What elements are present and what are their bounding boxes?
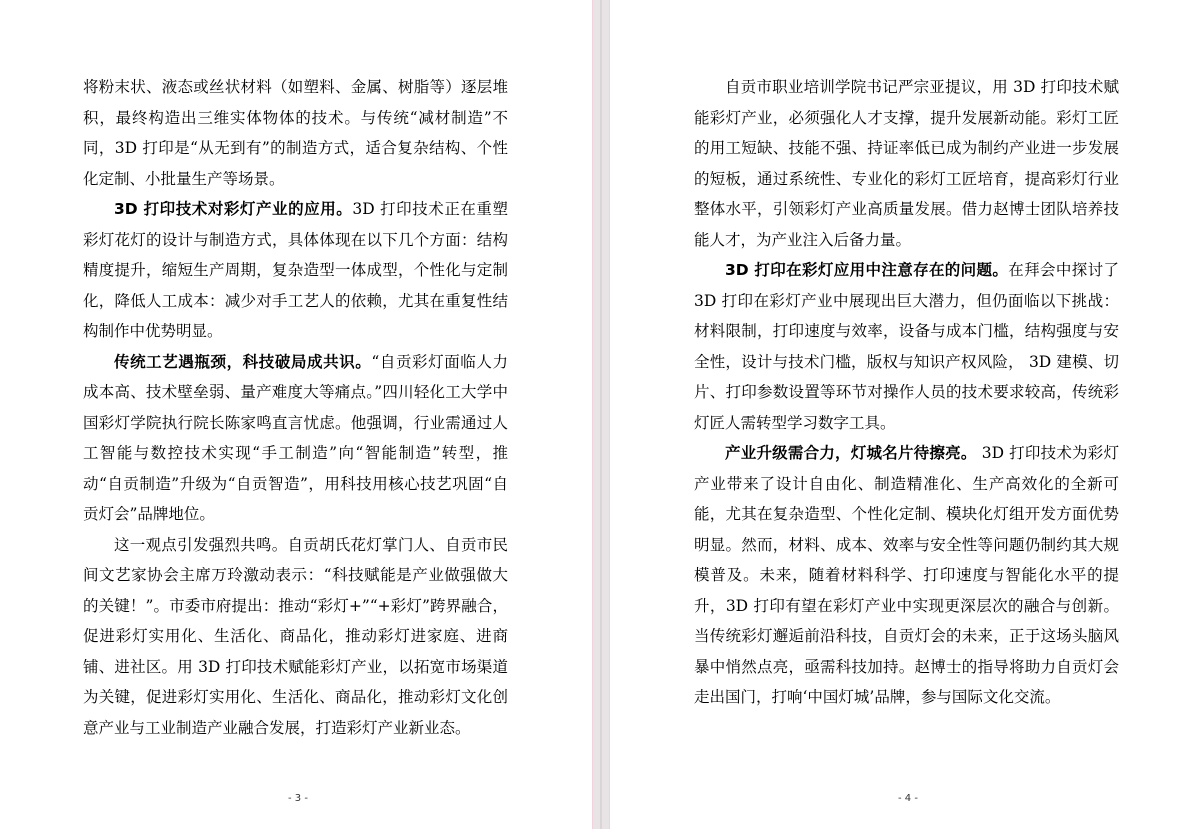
paragraph-text: 自贡市职业培训学院书记严宗亚提议，用 3D 打印技术赋能彩灯产业，必须强化人才支撑，提升发展新动能。彩灯工匠的用工短缺、技能不强、持证率低已成为制约产业进一步发展的短板，通过系统性、专业化的彩灯工匠培育，提高彩灯行业整体水平，引领彩灯产业高质量发展。借力赵博士团队培养技能人才，为产业注入后备力量。 <box>694 78 1119 249</box>
paragraph-text: 3D 打印技术正在重塑彩灯花灯的设计与制造方式，具体体现在以下几个方面：结构精度提升，缩短生产周期，复杂造型一体成型，个性化与定制化，降低人工成本：减少对手工艺人的依赖，尤其在重复性结构制作中优势明显。 <box>83 200 508 340</box>
paragraph-heading: 传统工艺遇瓶颈，科技破局成共识。 <box>114 352 372 371</box>
paragraph-text: 这一观点引发强烈共鸣。自贡胡氏花灯掌门人、自贡市民间文艺家协会主席万玲激动表示：“科技赋能是产业做强做大的关键！”。市委市府提出：推动“彩灯+”“+彩灯”跨界融合，促进彩灯实用化、生活化、商品化，推动彩灯进家庭、进商铺、进社区。用 3D 打印技术赋能彩灯产业，以拓宽市场渠道为关键，促进彩灯实用化、生活化、商品化，推动彩灯文化创意产业与工业制造产业融合发展，打造彩灯产业新业态。 <box>83 535 508 737</box>
paragraph <box>83 347 508 530</box>
paragraph-heading: 产业升级需合力，灯城名片待擦亮。 <box>725 444 977 462</box>
paragraph <box>694 438 1119 713</box>
paragraph-text: 将粉末状、液态或丝状材料（如塑料、金属、树脂等）逐层堆积，最终构造出三维实体物体的技术。与传统“减材制造”不同，3D 打印是“从无到有”的制造方式，适合复杂结构、个性化定制、小批量生产等场景。 <box>83 78 508 188</box>
page-gap <box>592 0 610 829</box>
page-edge-left <box>592 0 593 829</box>
paragraph <box>83 194 508 347</box>
document-page-3 <box>0 0 592 829</box>
paragraph-text: 在拜会中探讨了 3D 打印在彩灯产业中展现出巨大潜力，但仍面临以下挑战：材料限制，打印速度与效率，设备与成本门槛，结构强度与安全性，设计与技术门槛，版权与知识产权风险， 3D 建模、切片、打印参数设置等环节对操作人员的技术要求较高，传统彩灯匠人需转型学习数字工具。 <box>694 261 1119 432</box>
document-page-4 <box>610 0 1199 829</box>
paragraph <box>694 72 1119 255</box>
page-divider <box>600 0 602 829</box>
paragraph-text: 3D 打印技术为彩灯产业带来了设计自由化、制造精准化、生产高效化的全新可能，尤其在复杂造型、个性化定制、模块化灯组开发方面优势明显。然而，材料、成本、效率与安全性等问题仍制约其大规模普及。未来，随着材料科学、打印速度与智能化水平的提升，3D 打印有望在彩灯产业中实现更深层次的融合与创新。当传统彩灯邂逅前沿科技，自贡灯会的未来，正于这场头脑风暴中悄然点亮，亟需科技加持。赵博士的指导将助力自贡灯会走出国门，打响‘中国灯城’品牌，参与国际文化交流。 <box>694 444 1119 706</box>
paragraph <box>83 72 508 194</box>
paragraph-heading: 3D 打印技术对彩灯产业的应用。 <box>114 200 353 218</box>
paragraph <box>83 530 508 744</box>
paragraph <box>694 255 1119 438</box>
page-number: - 4 - <box>898 793 918 804</box>
page-body <box>83 72 508 743</box>
page-body <box>694 72 1119 713</box>
paragraph-heading: 3D 打印在彩灯应用中注意存在的问题。 <box>725 261 1009 279</box>
paragraph-text: “自贡彩灯面临人力成本高、技术壁垒弱、量产难度大等痛点。”四川轻化工大学中国彩灯学院执行院长陈家鸣直言忧虑。他强调，行业需通过人工智能与数控技术实现“手工制造”向“智能制造”转型，推动“自贡制造”升级为“自贡智造”，用科技用核心技艺巩固“自贡灯会”品牌地位。 <box>83 352 508 523</box>
page-number: - 3 - <box>288 793 308 804</box>
